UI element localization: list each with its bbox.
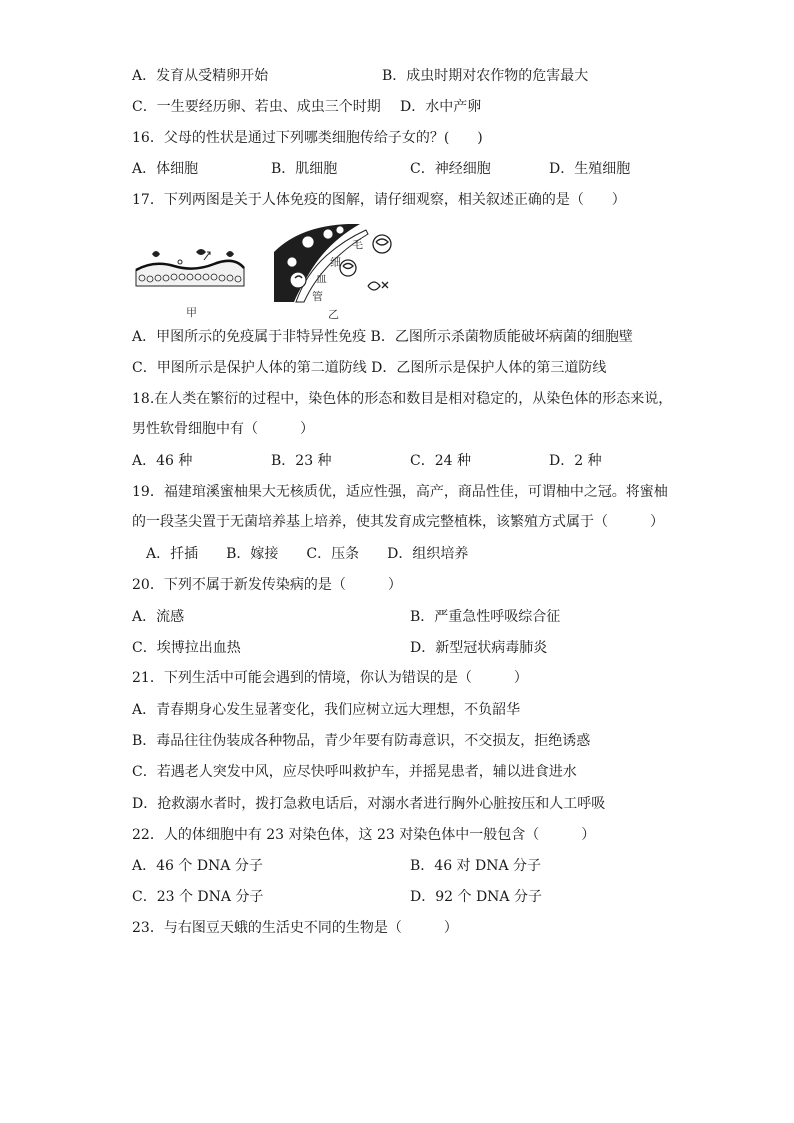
figure-label-jia: 甲 — [186, 306, 197, 319]
q23-stem: 23．与右图豆天蛾的生活史不同的生物是（ ） — [132, 920, 458, 936]
q15-option-a: A．发育从受精卵开始 — [132, 68, 269, 84]
q18-stem-line1: 18.在人类在繁衍的过程中，染色体的形态和数目是相对稳定的，从染色体的形态来说， — [132, 391, 673, 407]
figure-text-guan: 管 — [312, 290, 323, 303]
q16-option-d: D．生殖细胞 — [549, 161, 631, 177]
q18-option-a: A．46 种 — [132, 453, 193, 469]
q21-option-c: C．若遇老人突发中风，应尽快呼叫救护车，并摇晃患者，辅以进食进水 — [132, 764, 577, 780]
q19-stem-line1: 19．福建琯溪蜜柚果大无核质优，适应性强，高产，商品性佳，可谓柚中之冠。将蜜柚 — [132, 484, 668, 500]
q20-option-d: D．新型冠状病毒肺炎 — [410, 640, 548, 656]
q19-stem-line2: 的一段茎尖置于无菌培养基上培养，使其发育成完整植株，该繁殖方式属于（ ） — [132, 514, 664, 530]
q18-option-c: C．24 种 — [410, 453, 471, 469]
q21-option-b: B．毒品往往伪装成各种物品，青少年要有防毒意识，不交损友，拒绝诱惑 — [132, 733, 591, 749]
q16-option-a: A．体细胞 — [132, 161, 199, 177]
q18-option-b: B．23 种 — [271, 453, 332, 469]
q21-option-d: D．抢救溺水者时，拨打急救电话后，对溺水者进行胸外心脏按压和人工呼吸 — [132, 796, 606, 812]
q20-option-a: A．流感 — [132, 609, 185, 625]
q17-stem: 17．下列两图是关于人体免疫的图解，请仔细观察，相关叙述正确的是（ ） — [132, 192, 626, 208]
q15-option-b: B．成虫时期对农作物的危害最大 — [382, 68, 589, 84]
q21-stem: 21．下列生活中可能会遇到的情境，你认为错误的是（ ） — [132, 670, 528, 686]
q16-option-b: B．肌细胞 — [271, 161, 338, 177]
q16-option-c: C．神经细胞 — [410, 161, 491, 177]
figure-text-xue: 血 — [316, 272, 327, 285]
figure-text-mao: 毛 — [352, 238, 363, 251]
q20-stem: 20．下列不属于新发传染病的是（ ） — [132, 577, 402, 593]
q20-option-c: C．埃博拉出血热 — [132, 640, 241, 656]
figure-label-yi: 乙 — [328, 308, 339, 321]
q22-option-a: A．46 个 DNA 分子 — [132, 858, 263, 874]
figure-text-xi: 细 — [330, 256, 341, 269]
q17-options-cd: C．甲图所示是保护人体的第二道防线 D．乙图所示是保护人体的第三道防线 — [132, 360, 607, 376]
immune-figure-jia — [134, 240, 246, 290]
q16-stem: 16．父母的性状是通过下列哪类细胞传给子女的？( ) — [132, 130, 483, 146]
q22-option-b: B．46 对 DNA 分子 — [410, 858, 542, 874]
q19-options: A．扦插 B．嫁接 C．压条 D．组织培养 — [146, 546, 469, 562]
q22-option-d: D．92 个 DNA 分子 — [410, 889, 542, 905]
q18-stem-line2: 男性软骨细胞中有（ ） — [132, 421, 314, 437]
q15-option-d: D．水中产卵 — [400, 99, 482, 115]
q22-stem: 22．人的体细胞中有 23 对染色体，这 23 对染色体中一般包含（ ） — [132, 827, 596, 843]
q15-option-c: C．一生要经历卵、若虫、成虫三个时期 — [132, 99, 381, 115]
q18-option-d: D．2 种 — [549, 453, 602, 469]
q21-option-a: A．青春期身心发生显著变化，我们应树立远大理想，不负韶华 — [132, 702, 521, 718]
q20-option-b: B．严重急性呼吸综合征 — [410, 609, 561, 625]
q17-options-ab: A．甲图所示的免疫属于非特异性免疫 B．乙图所示杀菌物质能破坏病菌的细胞壁 — [132, 329, 633, 345]
q22-option-c: C．23 个 DNA 分子 — [132, 889, 264, 905]
